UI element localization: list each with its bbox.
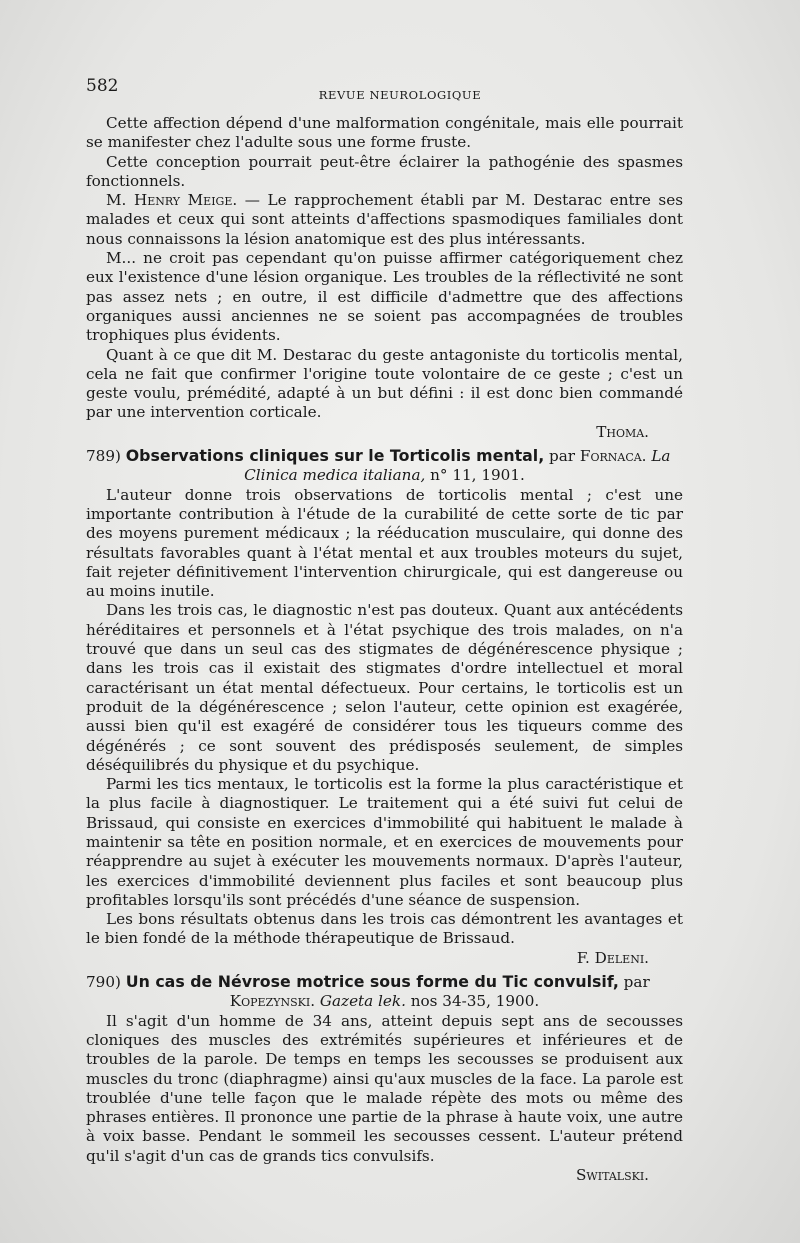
entry-source bbox=[86, 992, 683, 1011]
running-head: REVUE NEUROLOGIQUE bbox=[318, 88, 482, 102]
entry-issue: n° 11, 1901. bbox=[425, 466, 525, 485]
paragraph bbox=[86, 191, 683, 249]
entry-source bbox=[86, 466, 683, 485]
entry-heading bbox=[86, 972, 683, 992]
entry-title: Observations cliniques sur le Torticolis mental, bbox=[125, 446, 545, 466]
entry-author: Kopezynski. bbox=[229, 992, 316, 1011]
signature: Switalski. bbox=[576, 1166, 649, 1185]
entry-par: par bbox=[618, 973, 650, 992]
page-number: 582 bbox=[86, 76, 119, 96]
paragraph: Parmi les tics mentaux, le torticolis est la forme la plus caractéristique et la plus facile à diagnostiquer. Le traitement qui a été suivi fut celui de Brissaud, qui consiste en exercices d'immobilité qui habituent le malade à maintenir sa tête en position normale, et en exercices de mouvements pour réapprendre au sujet à exécuter les mouvements normaux. D'après l'auteur, les exercices d'immobilité deviennent plus faciles et sont beaucoup plus profitables lorsqu'ils sont précédés d'une séance de suspension. bbox=[86, 775, 683, 909]
entry-journal: La bbox=[651, 447, 671, 466]
entry-issue: nos 34-35, 1900. bbox=[405, 992, 540, 1011]
entry-number: 790) bbox=[86, 973, 121, 992]
paragraph: Quant à ce que dit M. Destarac du geste antagoniste du torticolis mental, cela ne fait que confirmer l'origine toute volontaire de ce geste ; c'est un geste voulu, prémédité, adapté à un but défini : il est donc bien commandé par une intervention corticale. bbox=[86, 345, 683, 422]
entry-journal: Gazeta lek. bbox=[319, 992, 406, 1011]
body-text bbox=[86, 114, 683, 1185]
entry-par: par bbox=[544, 447, 580, 466]
signature: Thoma. bbox=[596, 422, 649, 441]
paragraph-text: — Le rapprochement établi par M. Destarac entre ses malades et ceux qui sont atteints d'affections spasmodiques familiales dont nous connaissons la lésion anatomique est des plus intéressants. bbox=[86, 191, 683, 248]
signature: F. Deleni. bbox=[576, 948, 649, 967]
entry-title: Un cas de Névrose motrice sous forme du Tic convulsif, bbox=[125, 972, 619, 992]
author-name: M. Henry Meige. bbox=[106, 191, 238, 210]
entry-number: 789) bbox=[86, 447, 121, 466]
entry-author: Fornaca. bbox=[579, 447, 647, 466]
paragraph: L'auteur donne trois observations de torticolis mental ; c'est une importante contribution à l'étude de la curabilité de cette sorte de tic par des moyens purement médicaux ; la rééducation musculaire, qui donne des résultats favorables quant à l'état mental et aux troubles moteurs du sujet, fait rejeter définitivement l'intervention chirurgicale, qui est dangereuse ou au moins inutile. bbox=[86, 485, 683, 601]
paragraph: Il s'agit d'un homme de 34 ans, atteint depuis sept ans de secousses cloniques des muscles des extrémités supérieures et inférieures et de troubles de la parole. De temps en temps les secousses se produisent aux muscles du tronc (diaphragme) ainsi qu'aux muscles de la face. La parole est troublée d'une telle façon que le malade répète des mots ou même des phrases entières. Il prononce une partie de la phrase à haute voix, une autre à voix basse. Pendant le sommeil les secousses cessent. L'auteur prétend qu'il s'agit d'un cas de grands tics convulsifs. bbox=[86, 1011, 683, 1165]
entry-heading bbox=[86, 446, 683, 466]
paragraph: Les bons résultats obtenus dans les trois cas démontrent les avantages et le bien fondé de la méthode thérapeutique de Brissaud. bbox=[86, 910, 683, 948]
entry-journal: Clinica medica italiana, bbox=[244, 466, 426, 485]
paragraph: Cette conception pourrait peut-être éclairer la pathogénie des spasmes fonctionnels. bbox=[86, 152, 683, 190]
paragraph: M... ne croit pas cependant qu'on puisse affirmer catégoriquement chez eux l'existence d'une lésion organique. Les troubles de la réflectivité ne sont pas assez nets ; en outre, il est difficile d'admettre que des affections organiques aussi anciennes ne se soient pas accompagnées de troubles trophiques plus évidents. bbox=[86, 249, 683, 345]
paragraph: Cette affection dépend d'une malformation congénitale, mais elle pourrait se manifester chez l'adulte sous une forme fruste. bbox=[86, 114, 683, 152]
paragraph: Dans les trois cas, le diagnostic n'est pas douteux. Quant aux antécédents héréditaires et personnels et à l'état psychique des trois malades, on n'a trouvé que dans un seul cas des stigmates de dégénérescence physique ; dans les trois cas il existait des stigmates d'ordre intellectuel et moral caractérisant un état mental défectueux. Pour certains, le torticolis est un produit de la dégénérescence ; selon l'auteur, cette opinion est exagérée, aussi bien qu'il est exagéré de considérer tous les tiqueurs comme des dégénérés ; ce sont souvent des prédisposés seulement, de simples déséquilibrés du physique et du psychique. bbox=[86, 601, 683, 774]
